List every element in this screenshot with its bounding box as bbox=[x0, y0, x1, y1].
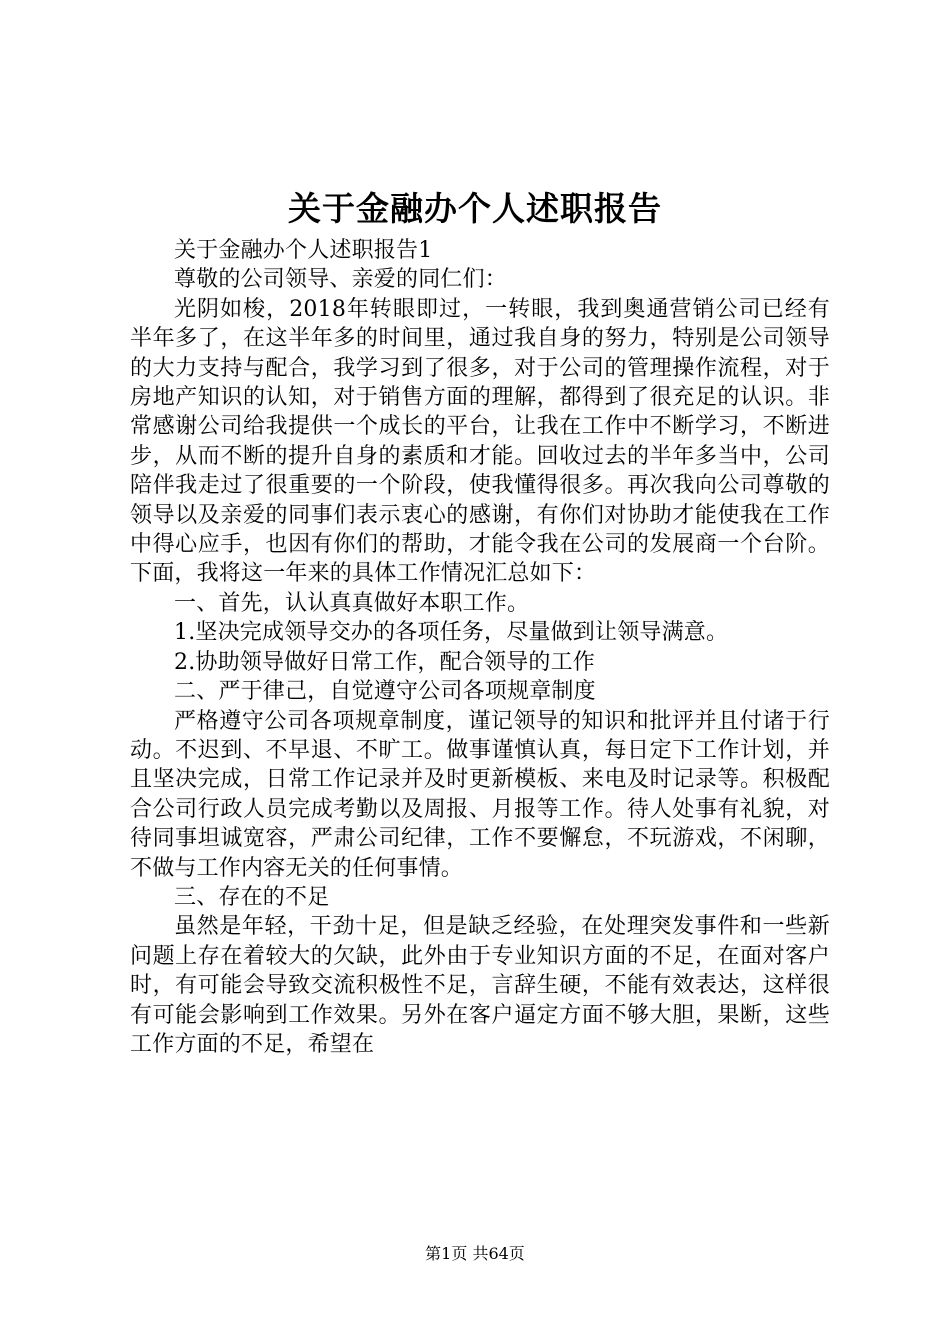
section-heading-3: 三、存在的不足 bbox=[174, 884, 330, 910]
paragraph-discipline: 严格遵守公司各项规章制度，谨记领导的知识和批评并且付诸于行动。不迟到、不早退、不旷工。做事谨慎认真，每日定下工作计划，并且坚决完成，日常工作记录并及时更新模板、来电及时记录等。积极配合公司行政人员完成考勤以及周报、月报等工作。待人处事有礼貌，对待同事坦诚宽容，严肃公司纪律，工作不要懈怠，不玩游戏，不闲聊，不做与工作内容无关的任何事情。 bbox=[130, 708, 830, 881]
list-item-1: 1.坚决完成领导交办的各项任务，尽量做到让领导满意。 bbox=[174, 620, 729, 646]
list-item-2: 2.协助领导做好日常工作，配合领导的工作 bbox=[174, 649, 595, 675]
paragraph-greeting: 尊敬的公司领导、亲爱的同仁们： bbox=[174, 267, 508, 293]
page-footer: 第1页 共64页 bbox=[425, 1244, 525, 1263]
paragraph-shortcomings: 虽然是年轻，干劲十足，但是缺乏经验，在处理突发事件和一些新问题上存在着较大的欠缺，此外由于专业知识方面的不足，在面对客户时，有可能会导致交流积极性不足，言辞生硬，不能有效表达，这样很有可能会影响到工作效果。另外在客户逼定方面不够大胆，果断，这些工作方面的不足，希望在 bbox=[130, 914, 830, 1057]
section-heading-2: 二、严于律己，自觉遵守公司各项规章制度 bbox=[174, 679, 596, 705]
document-body bbox=[130, 236, 830, 1059]
section-heading-1: 一、首先，认认真真做好本职工作。 bbox=[174, 590, 530, 616]
document-title: 关于金融办个人述职报告 bbox=[288, 189, 662, 228]
paragraph-intro: 光阴如梭，2018年转眼即过，一转眼，我到奥通营销公司已经有半年多了，在这半年多的时间里，通过我自身的努力，特别是公司领导的大力支持与配合，我学习到了很多，对于公司的管理操作流程，对于房地产知识的认知，对于销售方面的理解，都得到了很充足的认识。非常感谢公司给我提供一个成长的平台，让我在工作中不断学习，不断进步，从而不断的提升自身的素质和才能。回收过去的半年多当中，公司陪伴我走过了很重要的一个阶段，使我懂得很多。再次我向公司尊敬的领导以及亲爱的同事们表示衷心的感谢，有你们对协助才能使我在工作中得心应手，也因有你们的帮助，才能令我在公司的发展商一个台阶。下面，我将这一年来的具体工作情况汇总如下： bbox=[130, 296, 830, 587]
paragraph-subtitle: 关于金融办个人述职报告1 bbox=[174, 238, 433, 263]
